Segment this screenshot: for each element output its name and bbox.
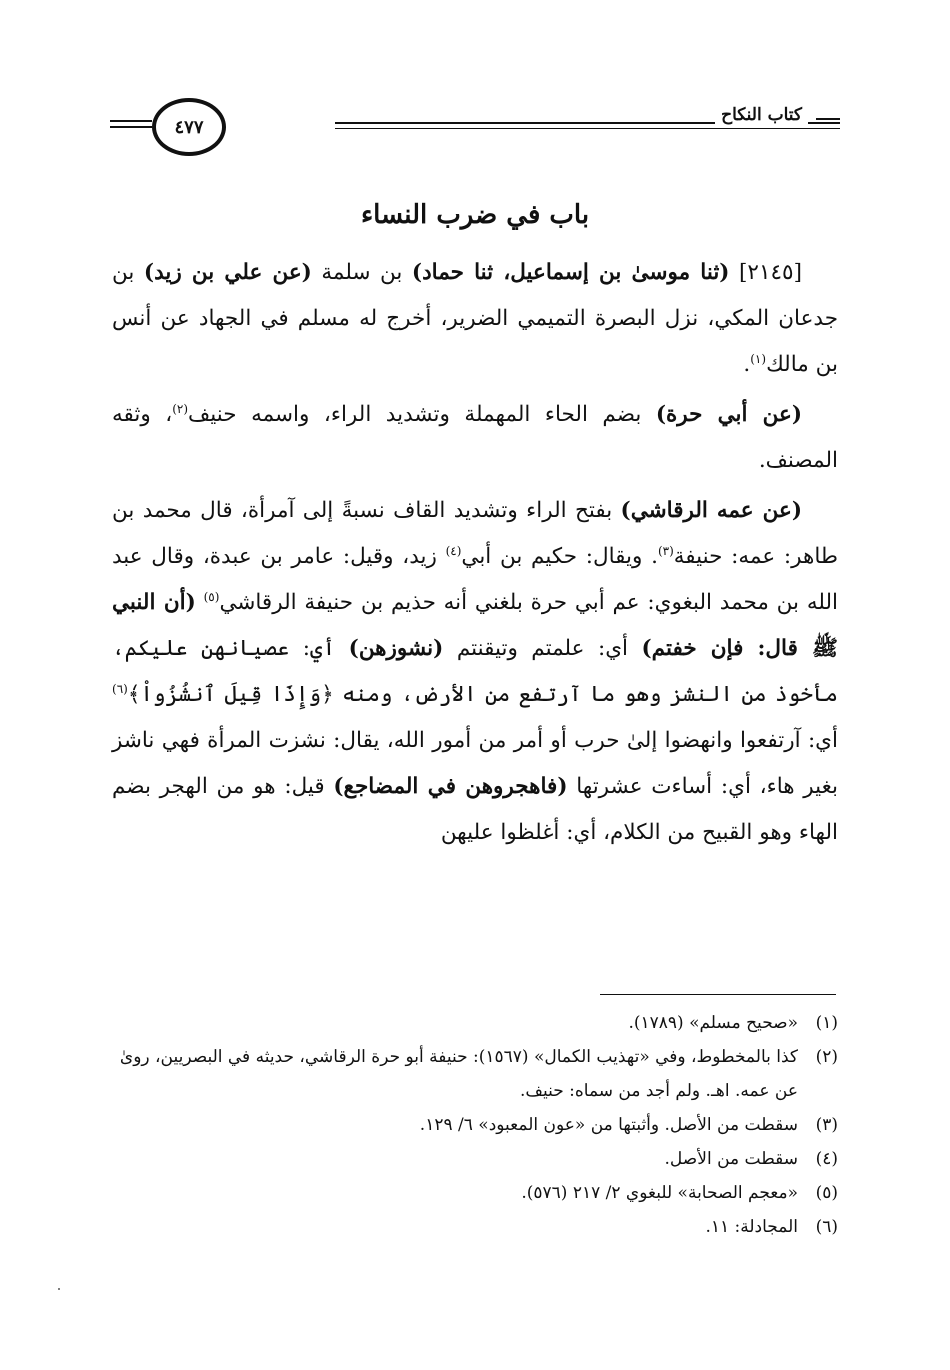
footnote-text: سقطت من الأصل. bbox=[664, 1149, 798, 1169]
paragraph bbox=[112, 392, 838, 484]
header-rule-left-lower bbox=[110, 126, 152, 128]
commentary-text: بن سلمة bbox=[311, 260, 412, 285]
footnote-ref: (١) bbox=[750, 351, 767, 366]
quoted-text: (ثنا موسىٰ بن إسماعيل، ثنا حماد) bbox=[411, 260, 730, 285]
footnote-text: «صحيح مسلم» (١٧٨٩). bbox=[628, 1013, 798, 1033]
footnote-number: (٤) bbox=[815, 1149, 838, 1169]
footnote-number: (٢) bbox=[815, 1047, 838, 1067]
paragraph bbox=[112, 488, 838, 856]
book-title: كتاب النكاح bbox=[715, 104, 808, 126]
commentary-text: . bbox=[743, 352, 751, 377]
commentary-text: قيل: هو من الهجر بضم الهاء وهو القبيح من الكلام، أي: أغلظوا عليهن bbox=[112, 774, 838, 845]
footnote-ref: (٤) bbox=[445, 543, 462, 558]
commentary-text: [٢١٤٥] bbox=[729, 260, 802, 285]
commentary-text bbox=[196, 590, 204, 615]
footnote-number: (٦) bbox=[815, 1217, 838, 1237]
footnote-text: «معجم الصحابة» للبغوي ٢/ ٢١٧ (٥٧٦). bbox=[521, 1183, 798, 1203]
page-number-badge bbox=[152, 98, 226, 156]
quoted-text: (نشوزهن) bbox=[348, 636, 444, 661]
footnote bbox=[112, 1040, 838, 1108]
commentary-text: ، وثقه المصنف. bbox=[112, 402, 838, 473]
quoted-text: (عن علي بن زيد) bbox=[143, 260, 312, 285]
quoted-text: (أن النبي ﷺ قال: فإن خفتم) bbox=[112, 590, 838, 661]
quoted-text: (فاهجروهن في المضاجع) bbox=[333, 774, 568, 799]
commentary-text: بن جدعان المكي، نزل البصرة التميمي الضرير، أخرج له مسلم في الجهاد عن أنس بن مالك bbox=[112, 260, 838, 377]
header-rule-left bbox=[110, 120, 152, 122]
paragraph bbox=[112, 250, 838, 388]
footnote bbox=[112, 1210, 838, 1244]
page-header bbox=[110, 98, 840, 164]
footnote-ref: (٦) bbox=[112, 681, 128, 696]
footnote-ref: (٥) bbox=[203, 589, 220, 604]
footnote-separator bbox=[600, 994, 836, 995]
footnote bbox=[112, 1006, 838, 1040]
footnote-ref: (٢) bbox=[172, 401, 189, 416]
footnote bbox=[112, 1176, 838, 1210]
header-rule-thin bbox=[335, 128, 840, 129]
footnote-text: كذا بالمخطوط، وفي «تهذيب الكمال» (١٥٦٧): حنيفة أبو حرة الرقاشي، حديثه في البصريين، روىٰ عن عمه. اهـ. ولم أجد من سماه: حنيف. bbox=[119, 1047, 798, 1101]
commentary-text: أي: آرتفعوا وانهضوا إلىٰ حرب أو أمر من أمور الله، يقال: نشزت المرأة فهي ناشز بغير هاء، أي: أساءت عشرتها bbox=[112, 728, 839, 799]
main-text bbox=[112, 250, 838, 856]
commentary-text: . ويقال: حكيم بن أبي bbox=[461, 544, 658, 569]
footnote-number: (٥) bbox=[815, 1183, 838, 1203]
footnote bbox=[112, 1108, 838, 1142]
chapter-title: باب في ضرب النساء bbox=[360, 200, 590, 231]
header-rule-stub bbox=[816, 118, 840, 120]
footnote bbox=[112, 1142, 838, 1176]
scan-speck bbox=[58, 1288, 60, 1290]
footnote-number: (٣) bbox=[815, 1115, 838, 1135]
commentary-text: أي: عصيانهن عليكم، مأخوذ من النشز وهو ما آرتفع من الأرض، ومنه ﴿وَإِذَا قِيلَ ٱنشُزُواْ﴾ bbox=[112, 636, 838, 707]
commentary-text: بضم الحاء المهملة وتشديد الراء، واسمه حنيف bbox=[188, 402, 656, 427]
footnote-number: (١) bbox=[815, 1013, 838, 1033]
commentary-text: بفتح الراء وتشديد القاف نسبةً إلى آمرأة، قال محمد بن طاهر: عمه: حنيفة bbox=[112, 498, 838, 569]
quoted-text: (عن عمه الرقاشي) bbox=[620, 498, 802, 523]
footnote-ref: (٣) bbox=[657, 543, 674, 558]
commentary-text: زيد، وقيل: عامر بن عبدة، وقال عبد الله بن محمد البغوي: عم أبي حرة بلغني أنه حذيم بن حنيفة الرقاشي bbox=[112, 544, 838, 615]
page-number: ٤٧٧ bbox=[174, 116, 204, 138]
commentary-text: أي: علمتم وتيقنتم bbox=[443, 636, 642, 661]
quoted-text: (عن أبي حرة) bbox=[655, 402, 802, 427]
footnotes bbox=[112, 1006, 838, 1244]
footnote-text: المجادلة: ١١. bbox=[705, 1217, 798, 1237]
footnote-text: سقطت من الأصل. وأثبتها من «عون المعبود» ٦/ ١٢٩. bbox=[419, 1115, 798, 1135]
